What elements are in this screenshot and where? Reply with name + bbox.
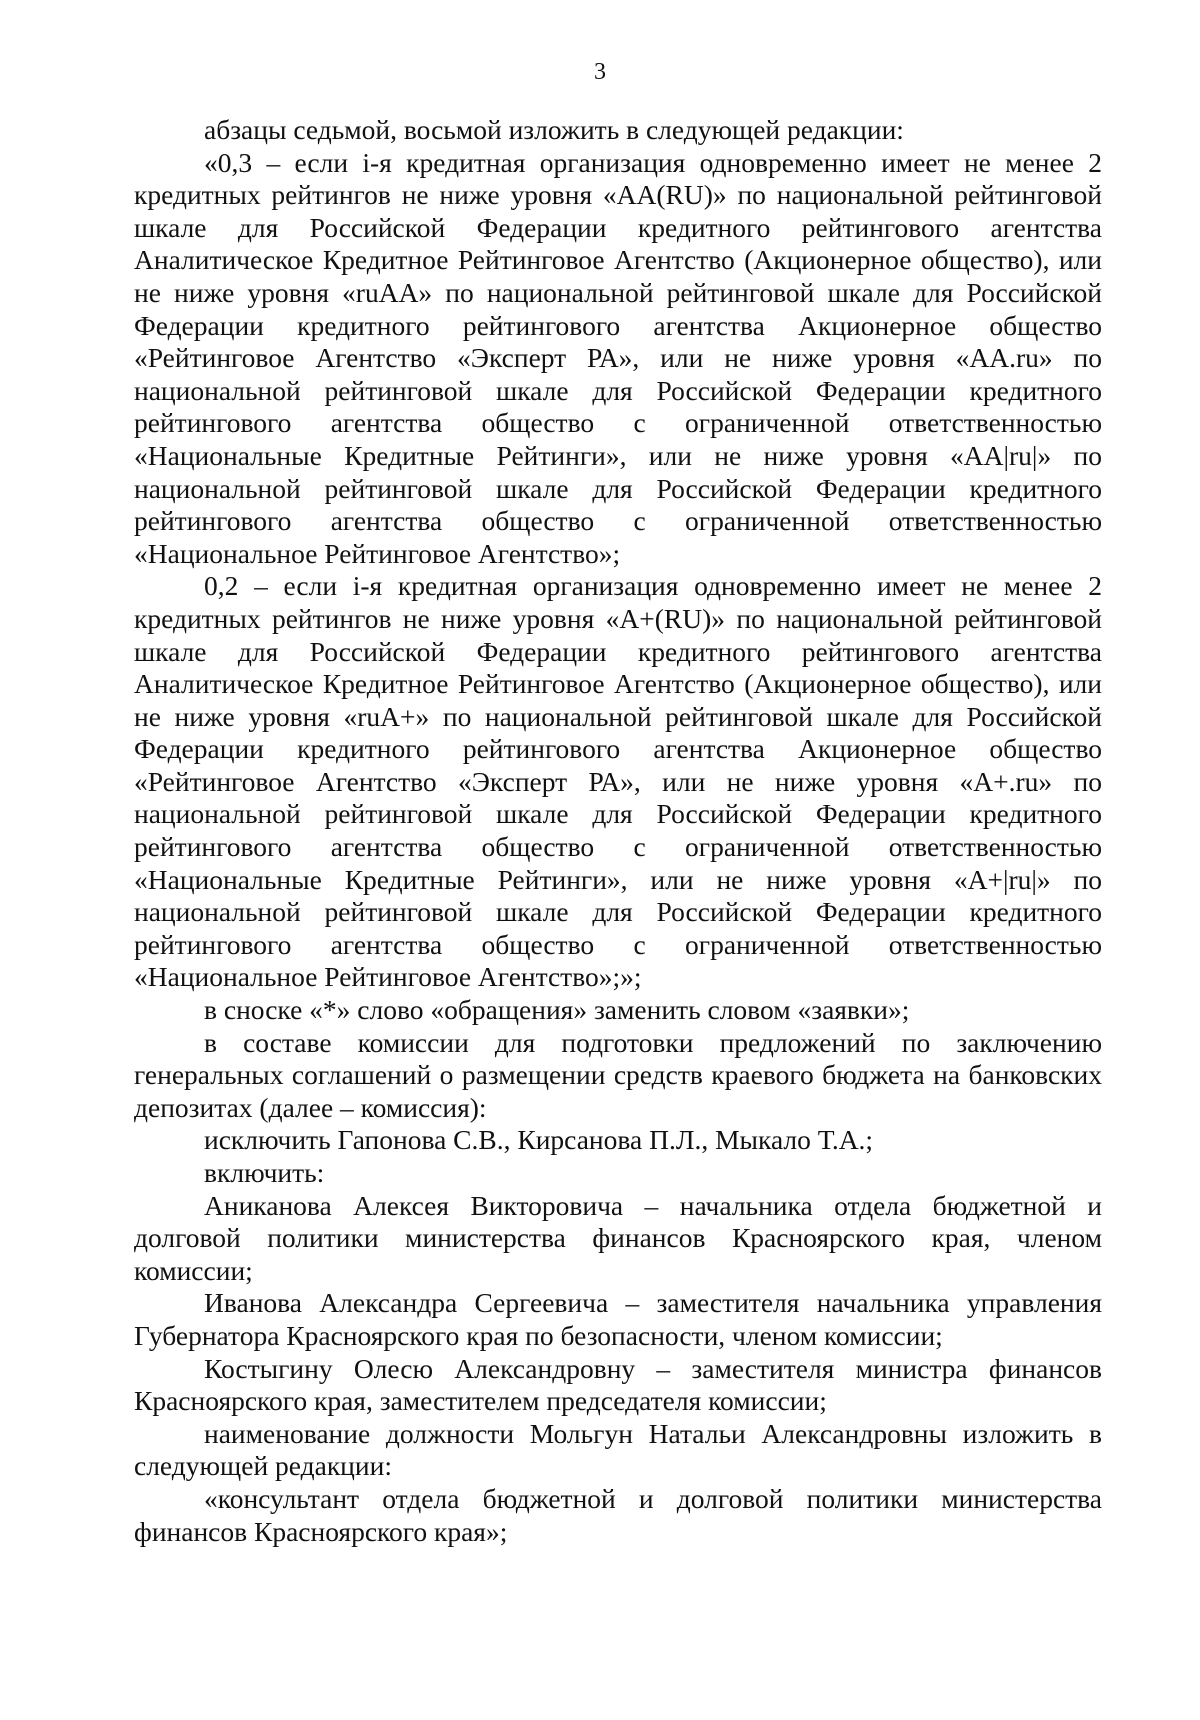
paragraph-footnote: в сноске «*» слово «обращения» заменить словом «заявки»; bbox=[204, 994, 910, 1026]
paragraph-rating-0-2: 0,2 – если i-я кредитная организация одновременно имеет не менее 2 кредитных рейтингов не ниже уровня «A+(RU)» по национальной рейтинговой шкале для Российской Федерации кредитного рейтингового агентства Аналитическое Кредитное Рейтинговое Агентство (Акционерное общество), или не ниже уровня «ruA+» по национальной рейтинговой шкале для Российской Федерации кредитного рейтингового агентства Акционерное общество «Рейтинговое Агентство «Эксперт РА», или не ниже уровня «A+.ru» по национальной рейтинговой шкале для Российской Федерации кредитного рейтингового агентства общество с ограниченной ответственностью «Национальные Кредитные Рейтинги», или не ниже уровня «A+|ru|» по национальной рейтинговой шкале для Российской Федерации кредитного рейтингового агентства общество с ограниченной ответственностью «Национальное Рейтинговое Агентство»;»; bbox=[134, 570, 1102, 993]
paragraph-member-anikanov: Аниканова Алексея Викторовича – начальника отдела бюджетной и долговой политики министерства финансов Красноярского края, членом комиссии; bbox=[134, 1189, 1102, 1286]
paragraph-exclude: исключить Гапонова С.В., Кирсанова П.Л., Мыкало Т.А.; bbox=[204, 1124, 874, 1156]
paragraph-member-kostygina: Костыгину Олесю Александровну – заместителя министра финансов Красноярского края, заместителем председателя комиссии; bbox=[134, 1352, 1102, 1417]
paragraph-commission: в составе комиссии для подготовки предложений по заключению генеральных соглашений о размещении средств краевого бюджета на банковских депозитах (далее – комиссия): bbox=[134, 1026, 1102, 1123]
paragraph-member-ivanov: Иванова Александра Сергеевича – заместителя начальника управления Губернатора Красноярского края по безопасности, членом комиссии; bbox=[134, 1287, 1102, 1351]
paragraph-intro: абзацы седьмой, восьмой изложить в следующей редакции: bbox=[204, 114, 904, 145]
paragraph-include: включить: bbox=[204, 1157, 325, 1188]
document-body bbox=[134, 114, 1102, 1548]
paragraph-position-title: «консультант отдела бюджетной и долговой политики министерства финансов Красноярского края»; bbox=[134, 1482, 1102, 1547]
paragraph-rating-0-3: «0,3 – если i-я кредитная организация одновременно имеет не менее 2 кредитных рейтингов не ниже уровня «AA(RU)» по национальной рейтинговой шкале для Российской Федерации кредитного рейтингового агентства Аналитическое Кредитное Рейтинговое Агентство (Акционерное общество), или не ниже уровня «ruAA» по национальной рейтинговой шкале для Российской Федерации кредитного рейтингового агентства Акционерное общество «Рейтинговое Агентство «Эксперт РА», или не ниже уровня «AA.ru» по национальной рейтинговой шкале для Российской Федерации кредитного рейтингового агентства общество с ограниченной ответственностью «Национальные Кредитные Рейтинги», или не ниже уровня «AA|ru|» по национальной рейтинговой шкале для Российской Федерации кредитного рейтингового агентства общество с ограниченной ответственностью «Национальное Рейтинговое Агентство»; bbox=[134, 146, 1102, 569]
page-number: 3 bbox=[594, 59, 606, 85]
paragraph-position-molgun: наименование должности Мольгун Натальи Александровны изложить в следующей редакции: bbox=[134, 1417, 1102, 1482]
